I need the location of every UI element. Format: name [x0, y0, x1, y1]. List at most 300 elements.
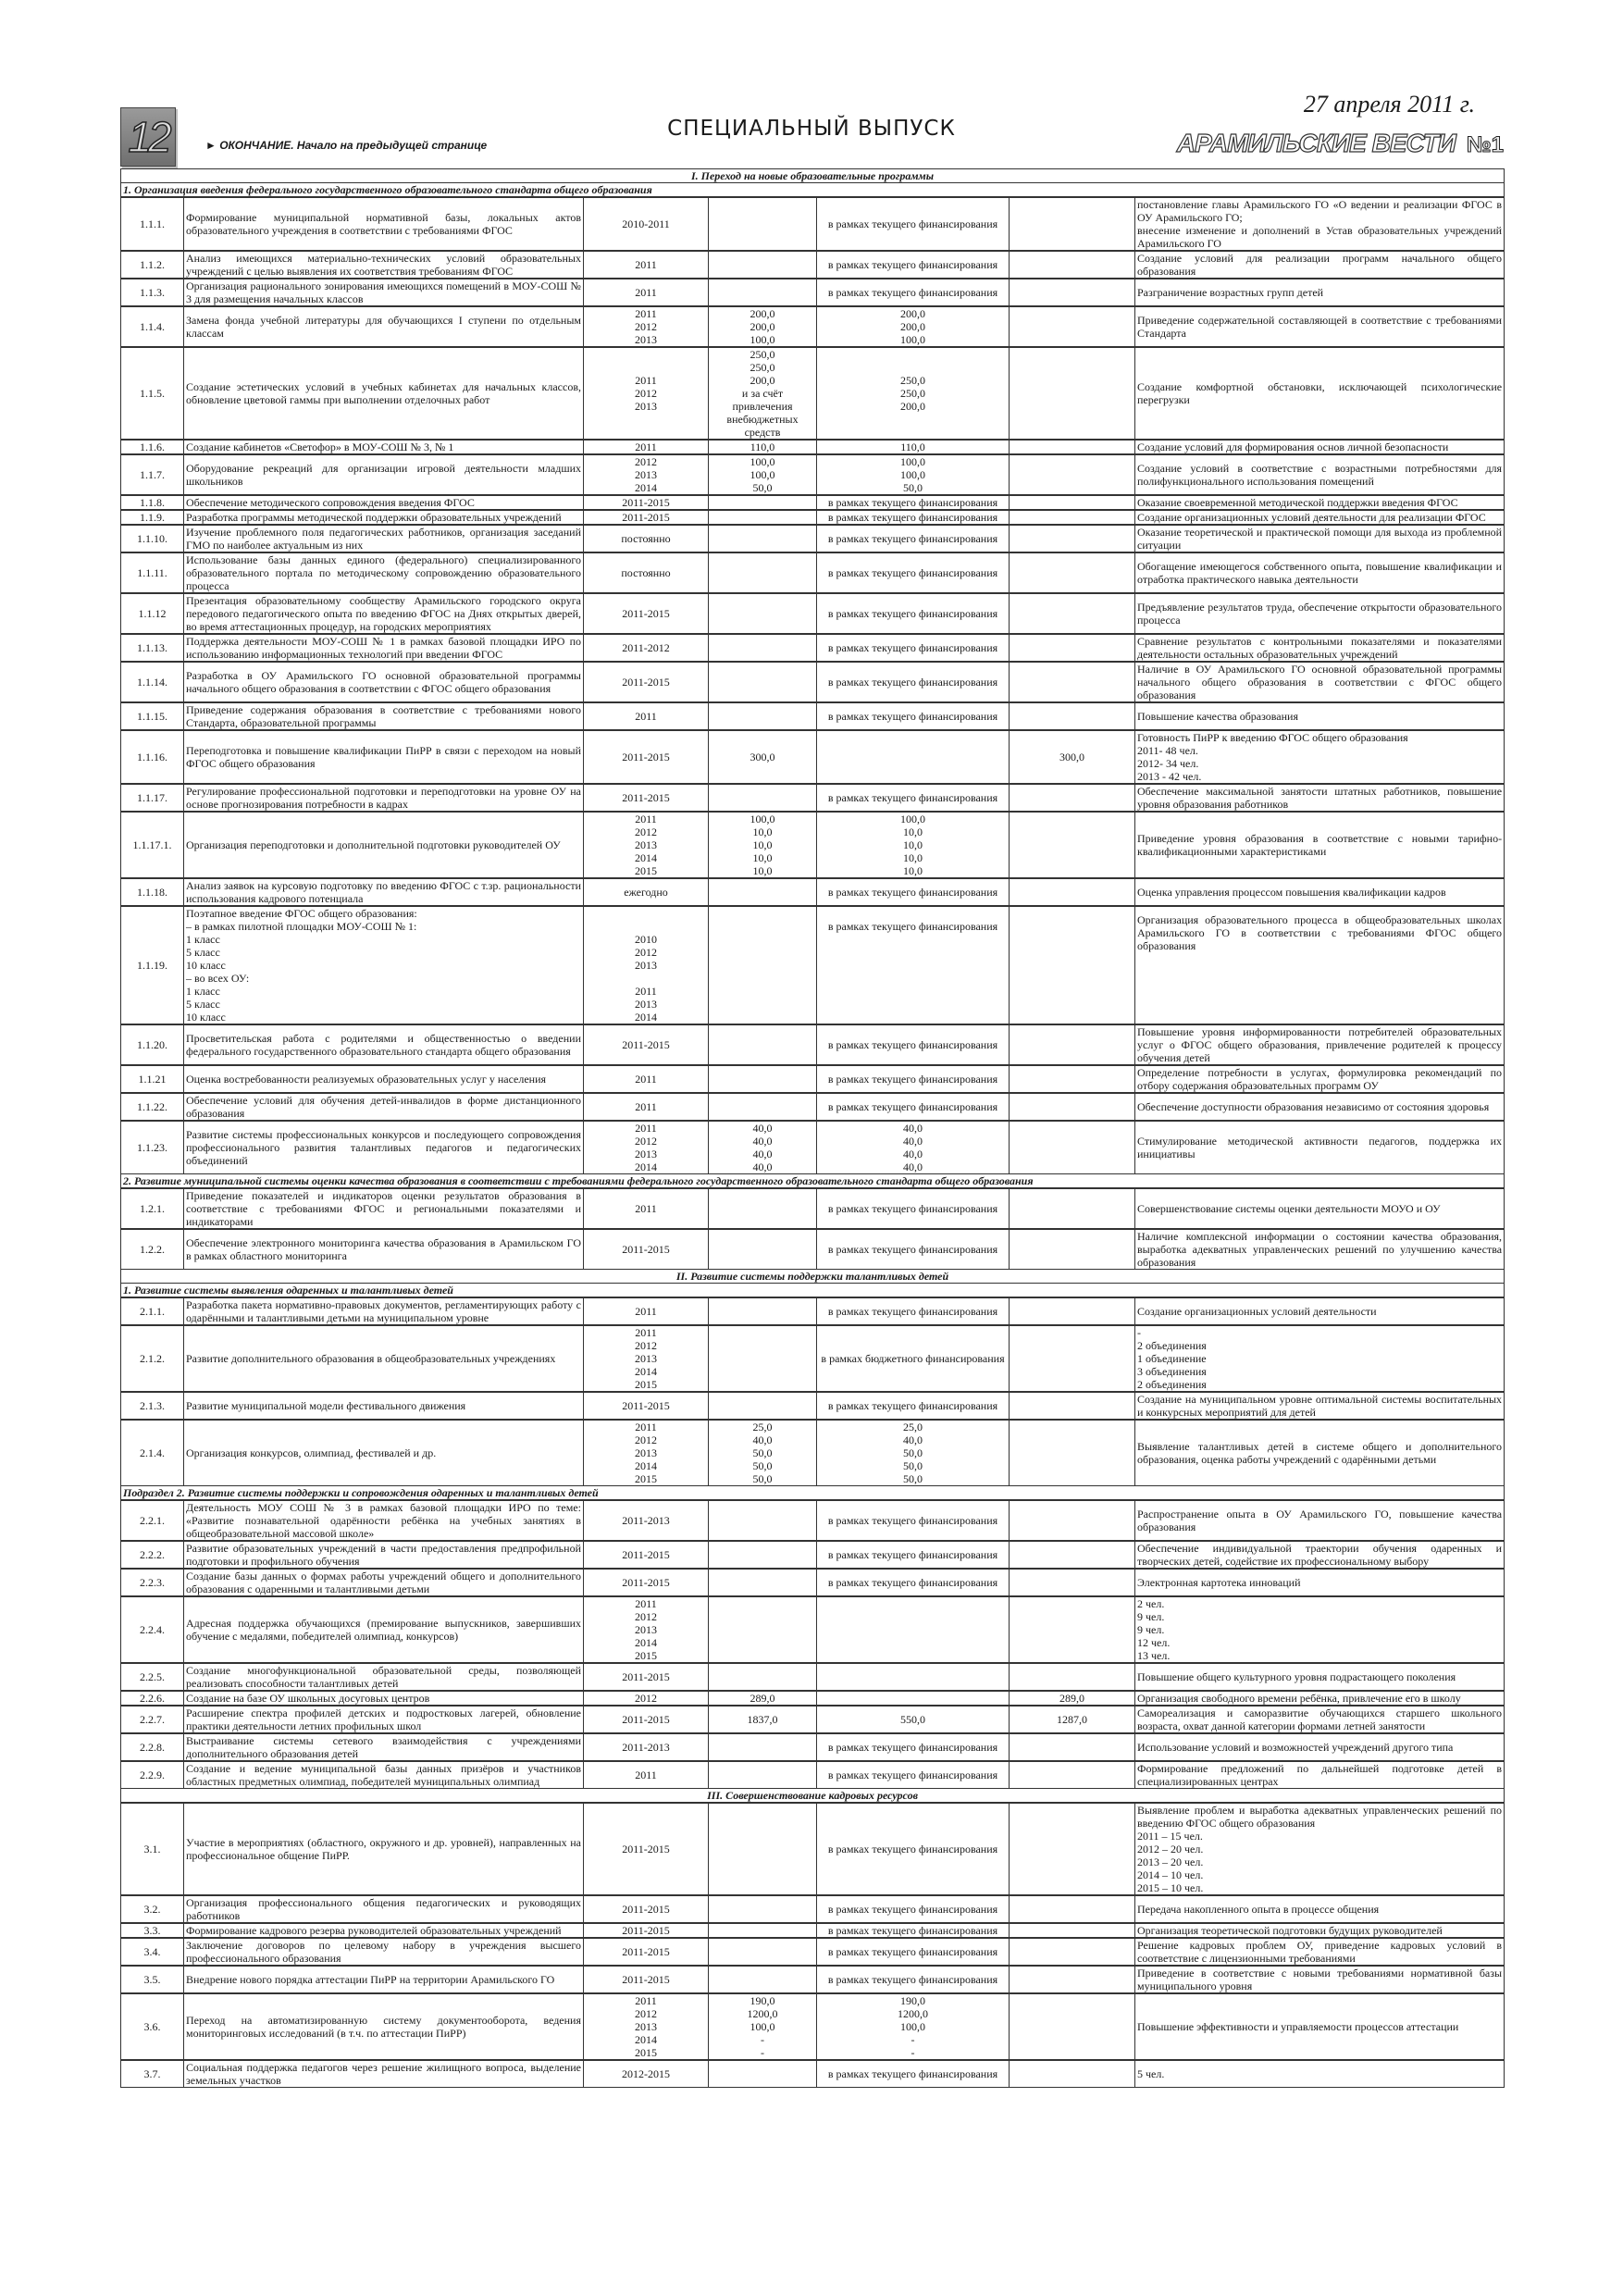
item-total-funding: [709, 1188, 817, 1229]
item-local-budget: в рамках текущего финансирования: [817, 784, 1010, 812]
table-row: [121, 1121, 1505, 1174]
item-description: Разработка пакета нормативно-правовых документов, регламентирующих работу с одарёнными и талантливыми детьми на муниципальном уровне: [184, 1297, 584, 1325]
item-total-funding: 1837,0: [709, 1706, 817, 1733]
item-expected-result: 5 чел.: [1135, 2060, 1505, 2088]
item-total-funding: [709, 251, 817, 279]
item-years: 2011-2015: [584, 1392, 709, 1420]
item-expected-result: Повышение уровня информированности потребителей образовательных услуг о ФГОС общего образования, привлечение родителей к процессу обучения детей: [1135, 1024, 1505, 1065]
issue-title: СПЕЦИАЛЬНЫЙ ВЫПУСК: [667, 117, 956, 141]
item-local-budget: в рамках текущего финансирования: [817, 1229, 1010, 1270]
item-total-funding: [709, 1803, 817, 1895]
item-other-sources: [1010, 1663, 1135, 1691]
item-description: Организация рационального зонирования имеющихся помещений в МОУ-СОШ № 3 для размещения начальных классов: [184, 279, 584, 306]
table-row: [121, 1420, 1505, 1486]
item-expected-result: Наличие в ОУ Арамильского ГО основной образовательной программы начального общего образования в соответствии с ФГОС общего образования: [1135, 662, 1505, 702]
item-number: 3.6.: [121, 1993, 184, 2060]
item-description: Разработка в ОУ Арамильского ГО основной образовательной программы начального общего образования в соответствии с ФГОС общего образования: [184, 662, 584, 702]
item-total-funding: 300,0: [709, 730, 817, 784]
table-row: [121, 1569, 1505, 1596]
item-total-funding: [709, 1923, 817, 1938]
table-row: [121, 1500, 1505, 1541]
item-number: 1.1.12: [121, 593, 184, 634]
item-other-sources: [1010, 552, 1135, 593]
item-description: Участие в мероприятиях (областного, окружного и др. уровней), направленных на профессиональное общение ПиРР.: [184, 1803, 584, 1895]
table-row: [121, 1733, 1505, 1761]
item-total-funding: [709, 197, 817, 251]
item-number: 3.5.: [121, 1966, 184, 1993]
item-years: 2011 2012 2013: [584, 347, 709, 440]
item-number: 1.1.5.: [121, 347, 184, 440]
table-row: [121, 1024, 1505, 1065]
item-expected-result: - 2 объединения 1 объединение 3 объединения 2 объединения: [1135, 1325, 1505, 1392]
item-other-sources: [1010, 1733, 1135, 1761]
item-total-funding: [709, 634, 817, 662]
item-number: 2.1.3.: [121, 1392, 184, 1420]
item-number: 1.1.2.: [121, 251, 184, 279]
item-local-budget: в рамках текущего финансирования: [817, 1065, 1010, 1093]
item-other-sources: [1010, 1500, 1135, 1541]
table-row: [121, 1065, 1505, 1093]
item-local-budget: [817, 1663, 1010, 1691]
item-years: 2011 2012 2013 2014 2015: [584, 812, 709, 878]
item-other-sources: [1010, 495, 1135, 510]
item-total-funding: [709, 1895, 817, 1923]
item-other-sources: [1010, 1923, 1135, 1938]
item-expected-result: Формирование предложений по дальнейшей подготовке детей в специализированных центрах: [1135, 1761, 1505, 1789]
item-expected-result: Создание условий в соответствие с возрастными потребностями для полифункционального использования помещений: [1135, 454, 1505, 495]
item-total-funding: [709, 878, 817, 906]
item-number: 1.1.4.: [121, 306, 184, 347]
table-row: [121, 1691, 1505, 1706]
item-expected-result: Выявление проблем и выработка адекватных управленческих решений по введению ФГОС общего образования 2011 – 15 чел. 2012 – 20 чел. 2013 – 20 чел. 2014 – 10 чел. 2015 – 10 чел.: [1135, 1803, 1505, 1895]
item-expected-result: Приведение содержательной составляющей в соответствие с требованиями Стандарта: [1135, 306, 1505, 347]
item-total-funding: [709, 906, 817, 1024]
table-row: [121, 1706, 1505, 1733]
item-description: Создание кабинетов «Светофор» в МОУ-СОШ № 3, № 1: [184, 440, 584, 454]
item-total-funding: [709, 593, 817, 634]
item-expected-result: Самореализация и саморазвитие обучающихся старшего школьного возраста, охват данной категории формами летней занятости: [1135, 1706, 1505, 1733]
item-years: 2011-2015: [584, 1923, 709, 1938]
item-number: 2.2.6.: [121, 1691, 184, 1706]
item-number: 1.1.18.: [121, 878, 184, 906]
item-years: 2011-2015: [584, 784, 709, 812]
item-total-funding: [709, 1663, 817, 1691]
item-number: 1.1.17.: [121, 784, 184, 812]
table-row: [121, 1663, 1505, 1691]
item-local-budget: в рамках текущего финансирования: [817, 1966, 1010, 1993]
item-other-sources: [1010, 1297, 1135, 1325]
item-description: Организация конкурсов, олимпиад, фестивалей и др.: [184, 1420, 584, 1486]
item-other-sources: [1010, 1420, 1135, 1486]
item-local-budget: 190,0 1200,0 100,0 - -: [817, 1993, 1010, 2060]
item-description: Формирование муниципальной нормативной базы, локальных актов образовательного учреждения в соответствии с требованиями ФГОС: [184, 197, 584, 251]
item-local-budget: 550,0: [817, 1706, 1010, 1733]
item-years: 2012: [584, 1691, 709, 1706]
table-row: [121, 1761, 1505, 1789]
item-local-budget: в рамках текущего финансирования: [817, 1761, 1010, 1789]
item-description: Создание базы данных о формах работы учреждений общего и дополнительного образования с одаренными и талантливыми детьми: [184, 1569, 584, 1596]
item-local-budget: в рамках текущего финансирования: [817, 1895, 1010, 1923]
item-local-budget: в рамках текущего финансирования: [817, 1297, 1010, 1325]
item-total-funding: [709, 525, 817, 552]
item-other-sources: [1010, 525, 1135, 552]
item-total-funding: [709, 510, 817, 525]
section-title: I. Переход на новые образовательные программы: [121, 169, 1505, 183]
item-other-sources: 300,0: [1010, 730, 1135, 784]
subsection-title: 2. Развитие муниципальной системы оценки качества образования в соответствии с требованиями федерального государственного образовательного стандарта общего образования: [121, 1174, 1505, 1189]
item-total-funding: [709, 279, 817, 306]
table-row: [121, 1895, 1505, 1923]
item-years: 2012-2015: [584, 2060, 709, 2088]
item-description: Просветительская работа с родителями и общественностью о введении федерального государственного образовательного стандарта общего образования: [184, 1024, 584, 1065]
masthead-logo: АРАМИЛЬСКИЕ ВЕСТИ: [1176, 129, 1456, 157]
item-local-budget: в рамках текущего финансирования: [817, 1803, 1010, 1895]
item-description: Анализ заявок на курсовую подготовку по введению ФГОС с т.зр. рациональности использования кадрового потенциала: [184, 878, 584, 906]
item-description: Внедрение нового порядка аттестации ПиРР на территории Арамильского ГО: [184, 1966, 584, 1993]
item-description: Переподготовка и повышение квалификации ПиРР в связи с переходом на новый ФГОС общего образования: [184, 730, 584, 784]
item-number: 1.1.1.: [121, 197, 184, 251]
item-number: 1.2.1.: [121, 1188, 184, 1229]
item-other-sources: [1010, 1541, 1135, 1569]
item-number: 1.1.17.1.: [121, 812, 184, 878]
item-expected-result: постановление главы Арамильского ГО «О ведении и реализации ФГОС в ОУ Арамильского ГО; внесение изменение и дополнений в Устав образовательных учреждений Арамильского ГО: [1135, 197, 1505, 251]
item-local-budget: в рамках текущего финансирования: [817, 1093, 1010, 1121]
item-description: Обеспечение методического сопровождения введения ФГОС: [184, 495, 584, 510]
item-years: 2011-2015: [584, 1229, 709, 1270]
item-expected-result: Предъявление результатов труда, обеспечение открытости образовательного процесса: [1135, 593, 1505, 634]
item-other-sources: [1010, 702, 1135, 730]
item-local-budget: [817, 1691, 1010, 1706]
table-row: [121, 1938, 1505, 1966]
item-description: Обеспечение электронного мониторинга качества образования в Арамильском ГО в рамках областного мониторинга: [184, 1229, 584, 1270]
table-row: [121, 197, 1505, 251]
item-expected-result: Оценка управления процессом повышения квалификации кадров: [1135, 878, 1505, 906]
item-local-budget: 100,0 100,0 50,0: [817, 454, 1010, 495]
item-local-budget: в рамках текущего финансирования: [817, 906, 1010, 1024]
item-total-funding: [709, 1966, 817, 1993]
table-row: [121, 440, 1505, 454]
item-total-funding: [709, 1569, 817, 1596]
item-years: 2011-2015: [584, 1569, 709, 1596]
item-number: 2.2.4.: [121, 1596, 184, 1663]
subsection-title: Подраздел 2. Развитие системы поддержки и сопровождения одаренных и талантливых детей: [121, 1486, 1505, 1501]
section-header-row: [121, 169, 1505, 183]
item-number: 3.1.: [121, 1803, 184, 1895]
item-number: 1.1.15.: [121, 702, 184, 730]
item-years: 2011-2015: [584, 1938, 709, 1966]
item-number: 1.1.7.: [121, 454, 184, 495]
item-description: Организация профессионального общения педагогических и руководящих работников: [184, 1895, 584, 1923]
item-total-funding: [709, 1733, 817, 1761]
item-other-sources: [1010, 2060, 1135, 2088]
item-other-sources: [1010, 306, 1135, 347]
item-description: Создание и ведение муниципальной базы данных призёров и участников областных предметных олимпиад, победителей муниципальных олимпиад: [184, 1761, 584, 1789]
item-years: 2011-2015: [584, 662, 709, 702]
item-years: 2011-2015: [584, 1895, 709, 1923]
item-local-budget: в рамках бюджетного финансирования: [817, 1325, 1010, 1392]
item-other-sources: [1010, 784, 1135, 812]
item-local-budget: в рамках текущего финансирования: [817, 878, 1010, 906]
item-total-funding: [709, 1024, 817, 1065]
continuation-note: ► ОКОНЧАНИЕ. Начало на предыдущей странице: [205, 139, 488, 152]
item-other-sources: [1010, 1761, 1135, 1789]
item-local-budget: 100,0 10,0 10,0 10,0 10,0: [817, 812, 1010, 878]
item-other-sources: [1010, 812, 1135, 878]
table-row: [121, 1392, 1505, 1420]
item-number: 1.1.16.: [121, 730, 184, 784]
item-number: 2.2.9.: [121, 1761, 184, 1789]
item-number: 1.1.22.: [121, 1093, 184, 1121]
section-header-row: [121, 1270, 1505, 1284]
item-years: 2011-2013: [584, 1733, 709, 1761]
item-description: Создание на базе ОУ школьных досуговых центров: [184, 1691, 584, 1706]
item-local-budget: [817, 1596, 1010, 1663]
item-local-budget: в рамках текущего финансирования: [817, 702, 1010, 730]
item-number: 2.2.3.: [121, 1569, 184, 1596]
item-expected-result: Обогащение имеющегося собственного опыта, повышение квалификации и отработка практического навыка деятельности: [1135, 552, 1505, 593]
item-other-sources: [1010, 510, 1135, 525]
item-description: Анализ имеющихся материально-технических условий образовательных учреждений с целью выявления их соответствия требованиям ФГОС: [184, 251, 584, 279]
item-other-sources: [1010, 251, 1135, 279]
item-years: 2011 2012 2013: [584, 306, 709, 347]
item-number: 1.1.8.: [121, 495, 184, 510]
item-years: 2010 2012 2013 2011 2013 2014: [584, 906, 709, 1024]
item-local-budget: в рамках текущего финансирования: [817, 1569, 1010, 1596]
item-description: Оборудование рекреаций для организации игровой деятельности младших школьников: [184, 454, 584, 495]
item-description: Разработка программы методической поддержки образовательных учреждений: [184, 510, 584, 525]
item-expected-result: Решение кадровых проблем ОУ, приведение кадровых условий в соответствие с лицензионными требованиями: [1135, 1938, 1505, 1966]
item-description: Организация переподготовки и дополнительной подготовки руководителей ОУ: [184, 812, 584, 878]
table-row: [121, 2060, 1505, 2088]
item-total-funding: 100,0 10,0 10,0 10,0 10,0: [709, 812, 817, 878]
section-title: II. Развитие системы поддержки талантливых детей: [121, 1270, 1505, 1284]
item-expected-result: Определение потребности в услугах, формулировка рекомендаций по отбору содержания образовательных программ ОУ: [1135, 1065, 1505, 1093]
item-expected-result: Организация теоретической подготовки будущих руководителей: [1135, 1923, 1505, 1938]
item-total-funding: 100,0 100,0 50,0: [709, 454, 817, 495]
item-expected-result: Повышение общего культурного уровня подрастающего поколения: [1135, 1663, 1505, 1691]
table-row: [121, 662, 1505, 702]
item-expected-result: Организация образовательного процесса в общеобразовательных школах Арамильского ГО в соответствии с требованиями ФГОС общего образования: [1135, 906, 1505, 1024]
item-expected-result: Наличие комплексной информации о состоянии качества образования, выработка адекватных управленческих решений по улучшению качества образования: [1135, 1229, 1505, 1270]
item-years: 2011-2015: [584, 1706, 709, 1733]
program-table: [120, 168, 1505, 2088]
item-years: 2011-2015: [584, 510, 709, 525]
item-number: 3.3.: [121, 1923, 184, 1938]
item-local-budget: 110,0: [817, 440, 1010, 454]
item-total-funding: [709, 1065, 817, 1093]
item-total-funding: [709, 784, 817, 812]
item-number: 1.1.14.: [121, 662, 184, 702]
item-years: постоянно: [584, 525, 709, 552]
subsection-title: 1. Развитие системы выявления одаренных и талантливых детей: [121, 1284, 1505, 1298]
item-description: Регулирование профессиональной подготовки и переподготовки на уровне ОУ на основе прогнозирования потребности в кадрах: [184, 784, 584, 812]
item-number: 2.2.7.: [121, 1706, 184, 1733]
item-other-sources: [1010, 347, 1135, 440]
subsection-header-row: [121, 1284, 1505, 1298]
subsection-header-row: [121, 1174, 1505, 1189]
item-expected-result: Стимулирование методической активности педагогов, поддержка их инициативы: [1135, 1121, 1505, 1174]
item-local-budget: 200,0 200,0 100,0: [817, 306, 1010, 347]
item-total-funding: 250,0 250,0 200,0 и за счёт привлечения внебюджетных средств: [709, 347, 817, 440]
item-local-budget: в рамках текущего финансирования: [817, 1923, 1010, 1938]
item-description: Презентация образовательному сообществу Арамильского городского округа передового педагогического опыта по введению ФГОС на Днях открытых дверей, во время аттестационных процедур, на городских мероприятиях: [184, 593, 584, 634]
item-expected-result: Создание условий для формирования основ личной безопасности: [1135, 440, 1505, 454]
item-local-budget: 40,0 40,0 40,0 40,0: [817, 1121, 1010, 1174]
item-other-sources: [1010, 1803, 1135, 1895]
item-description: Приведение содержания образования в соответствие с требованиями нового Стандарта, образовательной программы: [184, 702, 584, 730]
item-local-budget: в рамках текущего финансирования: [817, 1188, 1010, 1229]
item-total-funding: [709, 1297, 817, 1325]
item-total-funding: 110,0: [709, 440, 817, 454]
item-expected-result: Организация свободного времени ребёнка, привлечение его в школу: [1135, 1691, 1505, 1706]
table-row: [121, 251, 1505, 279]
item-description: Развитие муниципальной модели фестивального движения: [184, 1392, 584, 1420]
item-other-sources: [1010, 1229, 1135, 1270]
item-number: 1.1.11.: [121, 552, 184, 593]
page-number: 12: [128, 113, 168, 161]
item-local-budget: в рамках текущего финансирования: [817, 279, 1010, 306]
item-number: 3.2.: [121, 1895, 184, 1923]
item-local-budget: в рамках текущего финансирования: [817, 634, 1010, 662]
item-years: 2011 2012 2013 2014: [584, 1121, 709, 1174]
table-row: [121, 510, 1505, 525]
item-other-sources: [1010, 906, 1135, 1024]
item-local-budget: в рамках текущего финансирования: [817, 1938, 1010, 1966]
item-number: 2.2.5.: [121, 1663, 184, 1691]
item-local-budget: в рамках текущего финансирования: [817, 1733, 1010, 1761]
item-expected-result: Передача накопленного опыта в процессе общения: [1135, 1895, 1505, 1923]
item-number: 3.4.: [121, 1938, 184, 1966]
item-description: Замена фонда учебной литературы для обучающихся I ступени по отдельным классам: [184, 306, 584, 347]
subsection-header-row: [121, 183, 1505, 198]
item-description: Развитие образовательных учреждений в части предоставления предпрофильной подготовки и профильного обучения: [184, 1541, 584, 1569]
item-number: 2.2.2.: [121, 1541, 184, 1569]
item-number: 1.1.23.: [121, 1121, 184, 1174]
item-total-funding: [709, 495, 817, 510]
masthead: [1177, 128, 1504, 161]
item-local-budget: в рамках текущего финансирования: [817, 1392, 1010, 1420]
item-description: Создание многофункциональной образовательной среды, позволяющей реализовать способности талантливых детей: [184, 1663, 584, 1691]
item-description: Переход на автоматизированную систему документооборота, ведения мониторинговых исследований (в т.ч. по аттестации ПиРР): [184, 1993, 584, 2060]
item-years: 2011-2015: [584, 1803, 709, 1895]
item-years: 2011: [584, 1065, 709, 1093]
item-local-budget: в рамках текущего финансирования: [817, 510, 1010, 525]
item-total-funding: [709, 1325, 817, 1392]
item-years: 2011 2012 2013 2014 2015: [584, 1420, 709, 1486]
item-years: 2011-2015: [584, 1966, 709, 1993]
item-description: Социальная поддержка педагогов через решение жилищного вопроса, выделение земельных участков: [184, 2060, 584, 2088]
item-total-funding: [709, 1761, 817, 1789]
item-expected-result: Разграничение возрастных групп детей: [1135, 279, 1505, 306]
item-number: 1.1.10.: [121, 525, 184, 552]
subsection-header-row: [121, 1486, 1505, 1501]
item-other-sources: [1010, 662, 1135, 702]
item-local-budget: 25,0 40,0 50,0 50,0 50,0: [817, 1420, 1010, 1486]
item-local-budget: в рамках текущего финансирования: [817, 593, 1010, 634]
item-number: 3.7.: [121, 2060, 184, 2088]
item-expected-result: Создание условий для реализации программ начального общего образования: [1135, 251, 1505, 279]
item-description: Заключение договоров по целевому набору в учреждения высшего профессионального образования: [184, 1938, 584, 1966]
item-years: 2011: [584, 440, 709, 454]
item-years: 2011 2012 2013 2014 2015: [584, 1993, 709, 2060]
item-local-budget: в рамках текущего финансирования: [817, 552, 1010, 593]
item-local-budget: 250,0 250,0 200,0: [817, 347, 1010, 440]
table-row: [121, 1923, 1505, 1938]
table-row: [121, 1966, 1505, 1993]
item-total-funding: 25,0 40,0 50,0 50,0 50,0: [709, 1420, 817, 1486]
item-other-sources: [1010, 1596, 1135, 1663]
item-total-funding: [709, 662, 817, 702]
item-years: 2011 2012 2013 2014 2015: [584, 1596, 709, 1663]
item-description: Оценка востребованности реализуемых образовательных услуг у населения: [184, 1065, 584, 1093]
item-description: Расширение спектра профилей детских и подростковых лагерей, обновление практики деятельности летних профильных школ: [184, 1706, 584, 1733]
item-expected-result: Выявление талантливых детей в системе общего и дополнительного образования, оценка работы учреждений с одарёнными детьми: [1135, 1420, 1505, 1486]
table-row: [121, 1541, 1505, 1569]
item-number: 1.1.21: [121, 1065, 184, 1093]
item-expected-result: Готовность ПиРР к введению ФГОС общего образования 2011- 48 чел. 2012- 34 чел. 2013 - 42 чел.: [1135, 730, 1505, 784]
item-total-funding: 40,0 40,0 40,0 40,0: [709, 1121, 817, 1174]
item-years: 2011: [584, 1761, 709, 1789]
item-local-budget: в рамках текущего финансирования: [817, 1024, 1010, 1065]
item-description: Адресная поддержка обучающихся (премирование выпускников, завершивших обучение с медалями, победителей олимпиад, конкурсов): [184, 1596, 584, 1663]
item-total-funding: [709, 1093, 817, 1121]
table-row: [121, 306, 1505, 347]
item-expected-result: Приведение в соответствие с новыми требованиями нормативной базы муниципального уровня: [1135, 1966, 1505, 1993]
item-other-sources: [1010, 878, 1135, 906]
item-years: 2011-2013: [584, 1500, 709, 1541]
subsection-title: 1. Организация введения федерального государственного образовательного стандарта общего образования: [121, 183, 1505, 198]
table-row: [121, 454, 1505, 495]
item-number: 2.1.1.: [121, 1297, 184, 1325]
item-years: 2011-2015: [584, 730, 709, 784]
item-expected-result: Обеспечение доступности образования независимо от состояния здоровья: [1135, 1093, 1505, 1121]
item-years: 2011: [584, 251, 709, 279]
item-total-funding: [709, 1541, 817, 1569]
item-local-budget: [817, 730, 1010, 784]
item-other-sources: [1010, 1121, 1135, 1174]
item-number: 2.1.4.: [121, 1420, 184, 1486]
item-years: 2011-2015: [584, 1024, 709, 1065]
item-description: Поддержка деятельности МОУ-СОШ № 1 в рамках базовой площадки ИРО по использованию информационных технологий при введении ФГОС: [184, 634, 584, 662]
table-row: [121, 525, 1505, 552]
table-row: [121, 1596, 1505, 1663]
item-description: Поэтапное введение ФГОС общего образования: – в рамках пилотной площадки МОУ-СОШ № 1: 1 класс 5 класс 10 класс – во всех ОУ: 1 класс 5 класс 10 класс: [184, 906, 584, 1024]
item-total-funding: 190,0 1200,0 100,0 - -: [709, 1993, 817, 2060]
item-other-sources: [1010, 1024, 1135, 1065]
item-total-funding: [709, 702, 817, 730]
table-row: [121, 347, 1505, 440]
item-description: Выстраивание системы сетевого взаимодействия с учреждениями дополнительного образования детей: [184, 1733, 584, 1761]
item-local-budget: в рамках текущего финансирования: [817, 525, 1010, 552]
item-number: 2.2.8.: [121, 1733, 184, 1761]
item-other-sources: [1010, 1993, 1135, 2060]
item-expected-result: Создание комфортной обстановки, исключающей психологические перегрузки: [1135, 347, 1505, 440]
section-title: III. Совершенствование кадровых ресурсов: [121, 1789, 1505, 1804]
item-years: 2010-2011: [584, 197, 709, 251]
item-expected-result: Обеспечение максимальной занятости штатных работников, повышение уровня образования работников: [1135, 784, 1505, 812]
table-row: [121, 1993, 1505, 2060]
item-expected-result: Совершенствование системы оценки деятельности МОУО и ОУ: [1135, 1188, 1505, 1229]
item-number: 1.1.19.: [121, 906, 184, 1024]
item-expected-result: Создание организационных условий деятельности: [1135, 1297, 1505, 1325]
table-row: [121, 1229, 1505, 1270]
table-row: [121, 702, 1505, 730]
item-total-funding: [709, 552, 817, 593]
table-row: [121, 552, 1505, 593]
item-other-sources: [1010, 440, 1135, 454]
item-years: 2011: [584, 702, 709, 730]
item-description: Деятельность МОУ СОШ № 3 в рамках базовой площадки ИРО по теме: «Развитие познавательной одарённости ребёнка на учебных занятиях в общеобразовательной массовой школе»: [184, 1500, 584, 1541]
